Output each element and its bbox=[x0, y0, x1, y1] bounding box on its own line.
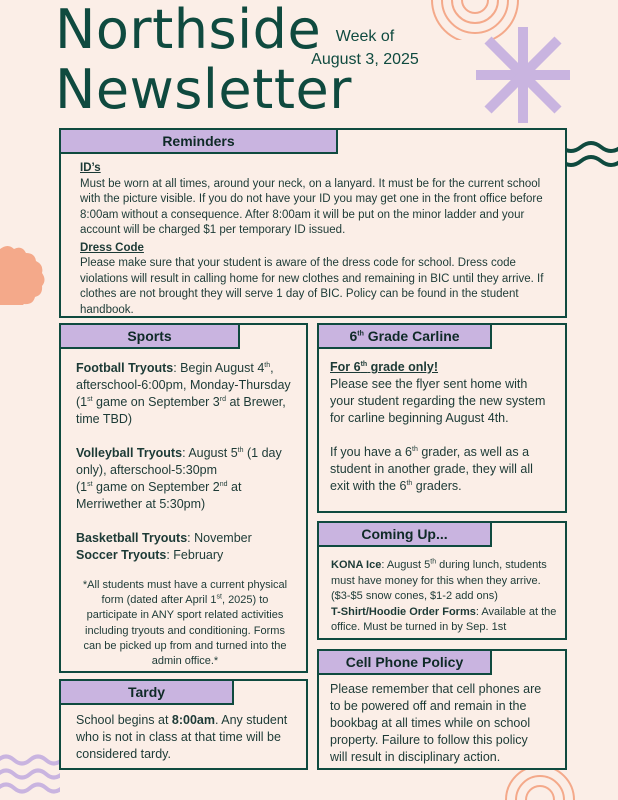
reminders-heading: Reminders bbox=[59, 128, 338, 154]
tardy-section bbox=[59, 679, 308, 770]
sports-heading: Sports bbox=[59, 323, 240, 349]
football-game: (1st game on September 3rd at Brewer, time TBD) bbox=[76, 395, 286, 426]
cell-phone-section bbox=[317, 649, 567, 770]
carline-subheading: For 6th grade only! bbox=[330, 360, 439, 374]
cell-phone-heading: Cell Phone Policy bbox=[317, 649, 492, 675]
asterisk-star-decoration bbox=[468, 25, 578, 125]
cell-phone-body: Please remember that cell phones are to be powered off and remain in the bookbag at all times while on school property. Failure to follow this policy will result in disciplinary action. bbox=[330, 682, 542, 764]
volleyball-tryouts: Volleyball Tryouts: August 5th (1 day only), afterschool-5:30pm bbox=[76, 446, 282, 477]
tshirt-order-item: T-Shirt/Hoodie Order Forms: Available at the office. Must be turned in by Sep. 1st bbox=[331, 605, 557, 633]
reminders-body bbox=[80, 161, 550, 318]
dress-code-text: Please make sure that your student is aware of the dress code for school. Dress code violations will result in calling home for new clothes and remaining in BIC until they arrive. If clothes are not brought they will serve 1 day of BIC. Policy can be found in the student handbook. bbox=[80, 257, 544, 316]
football-tryouts: Football Tryouts: Begin August 4th, afterschool-6:00pm, Monday-Thursday bbox=[76, 361, 291, 392]
sports-section bbox=[59, 323, 308, 673]
physical-form-note: *All students must have a current physical form (dated after April 1st, 2025) to participate in ANY sport related activities including tryouts and conditioning. Forms can be picked up from and turned into the admin office.* bbox=[82, 579, 288, 668]
soccer-tryouts: Soccer Tryouts: February bbox=[76, 548, 224, 562]
carline-flyer-text: Please see the flyer sent home with your student regarding the new system for carline beginning August 4th. bbox=[330, 377, 546, 425]
carline-body bbox=[330, 359, 555, 495]
coming-up-section bbox=[317, 521, 567, 640]
kona-ice-item: KONA Ice: August 5th during lunch, students must have money for this when they arrive. ($3-$5 snow cones, $1-2 add ons) bbox=[331, 558, 547, 602]
wave-lines-lavender-decoration bbox=[0, 752, 60, 800]
reminders-section bbox=[59, 128, 567, 318]
week-date: August 3, 2025 bbox=[311, 51, 419, 68]
scalloped-circle-decoration bbox=[0, 245, 46, 305]
volleyball-game: (1st game on September 2nd at Merriwether at 5:30pm) bbox=[76, 480, 242, 511]
dress-code-title: Dress Code bbox=[80, 241, 144, 254]
ids-title: ID’s bbox=[80, 162, 101, 174]
basketball-tryouts: Basketball Tryouts: November bbox=[76, 531, 252, 545]
title-line-2: Newsletter bbox=[55, 58, 352, 121]
carline-section bbox=[317, 323, 567, 513]
ids-text: Must be worn at all times, around your neck, on a lanyard. It must be for the current school with the picture visible. If you do not have your ID you may get one in the front office before 8:00am without a consequence. After 8:00am it will be put on the minor ladder and your account will be charged $1 per temporary ID issued. bbox=[80, 177, 543, 236]
title-line-1: Northside bbox=[55, 0, 322, 61]
sports-body bbox=[76, 360, 298, 564]
coming-up-heading: Coming Up... bbox=[317, 521, 492, 547]
carline-siblings-text: If you have a 6th grader, as well as a student in another grade, they will all exit with the 6th graders. bbox=[330, 445, 533, 493]
tardy-body: School begins at 8:00am. Any student who is not in class at that time will be considered tardy. bbox=[76, 713, 288, 761]
week-of bbox=[305, 25, 425, 71]
week-label: Week of bbox=[335, 28, 395, 45]
tardy-heading: Tardy bbox=[59, 679, 234, 705]
coming-up-body bbox=[331, 558, 559, 636]
carline-heading: 6th Grade Carline bbox=[317, 323, 492, 349]
